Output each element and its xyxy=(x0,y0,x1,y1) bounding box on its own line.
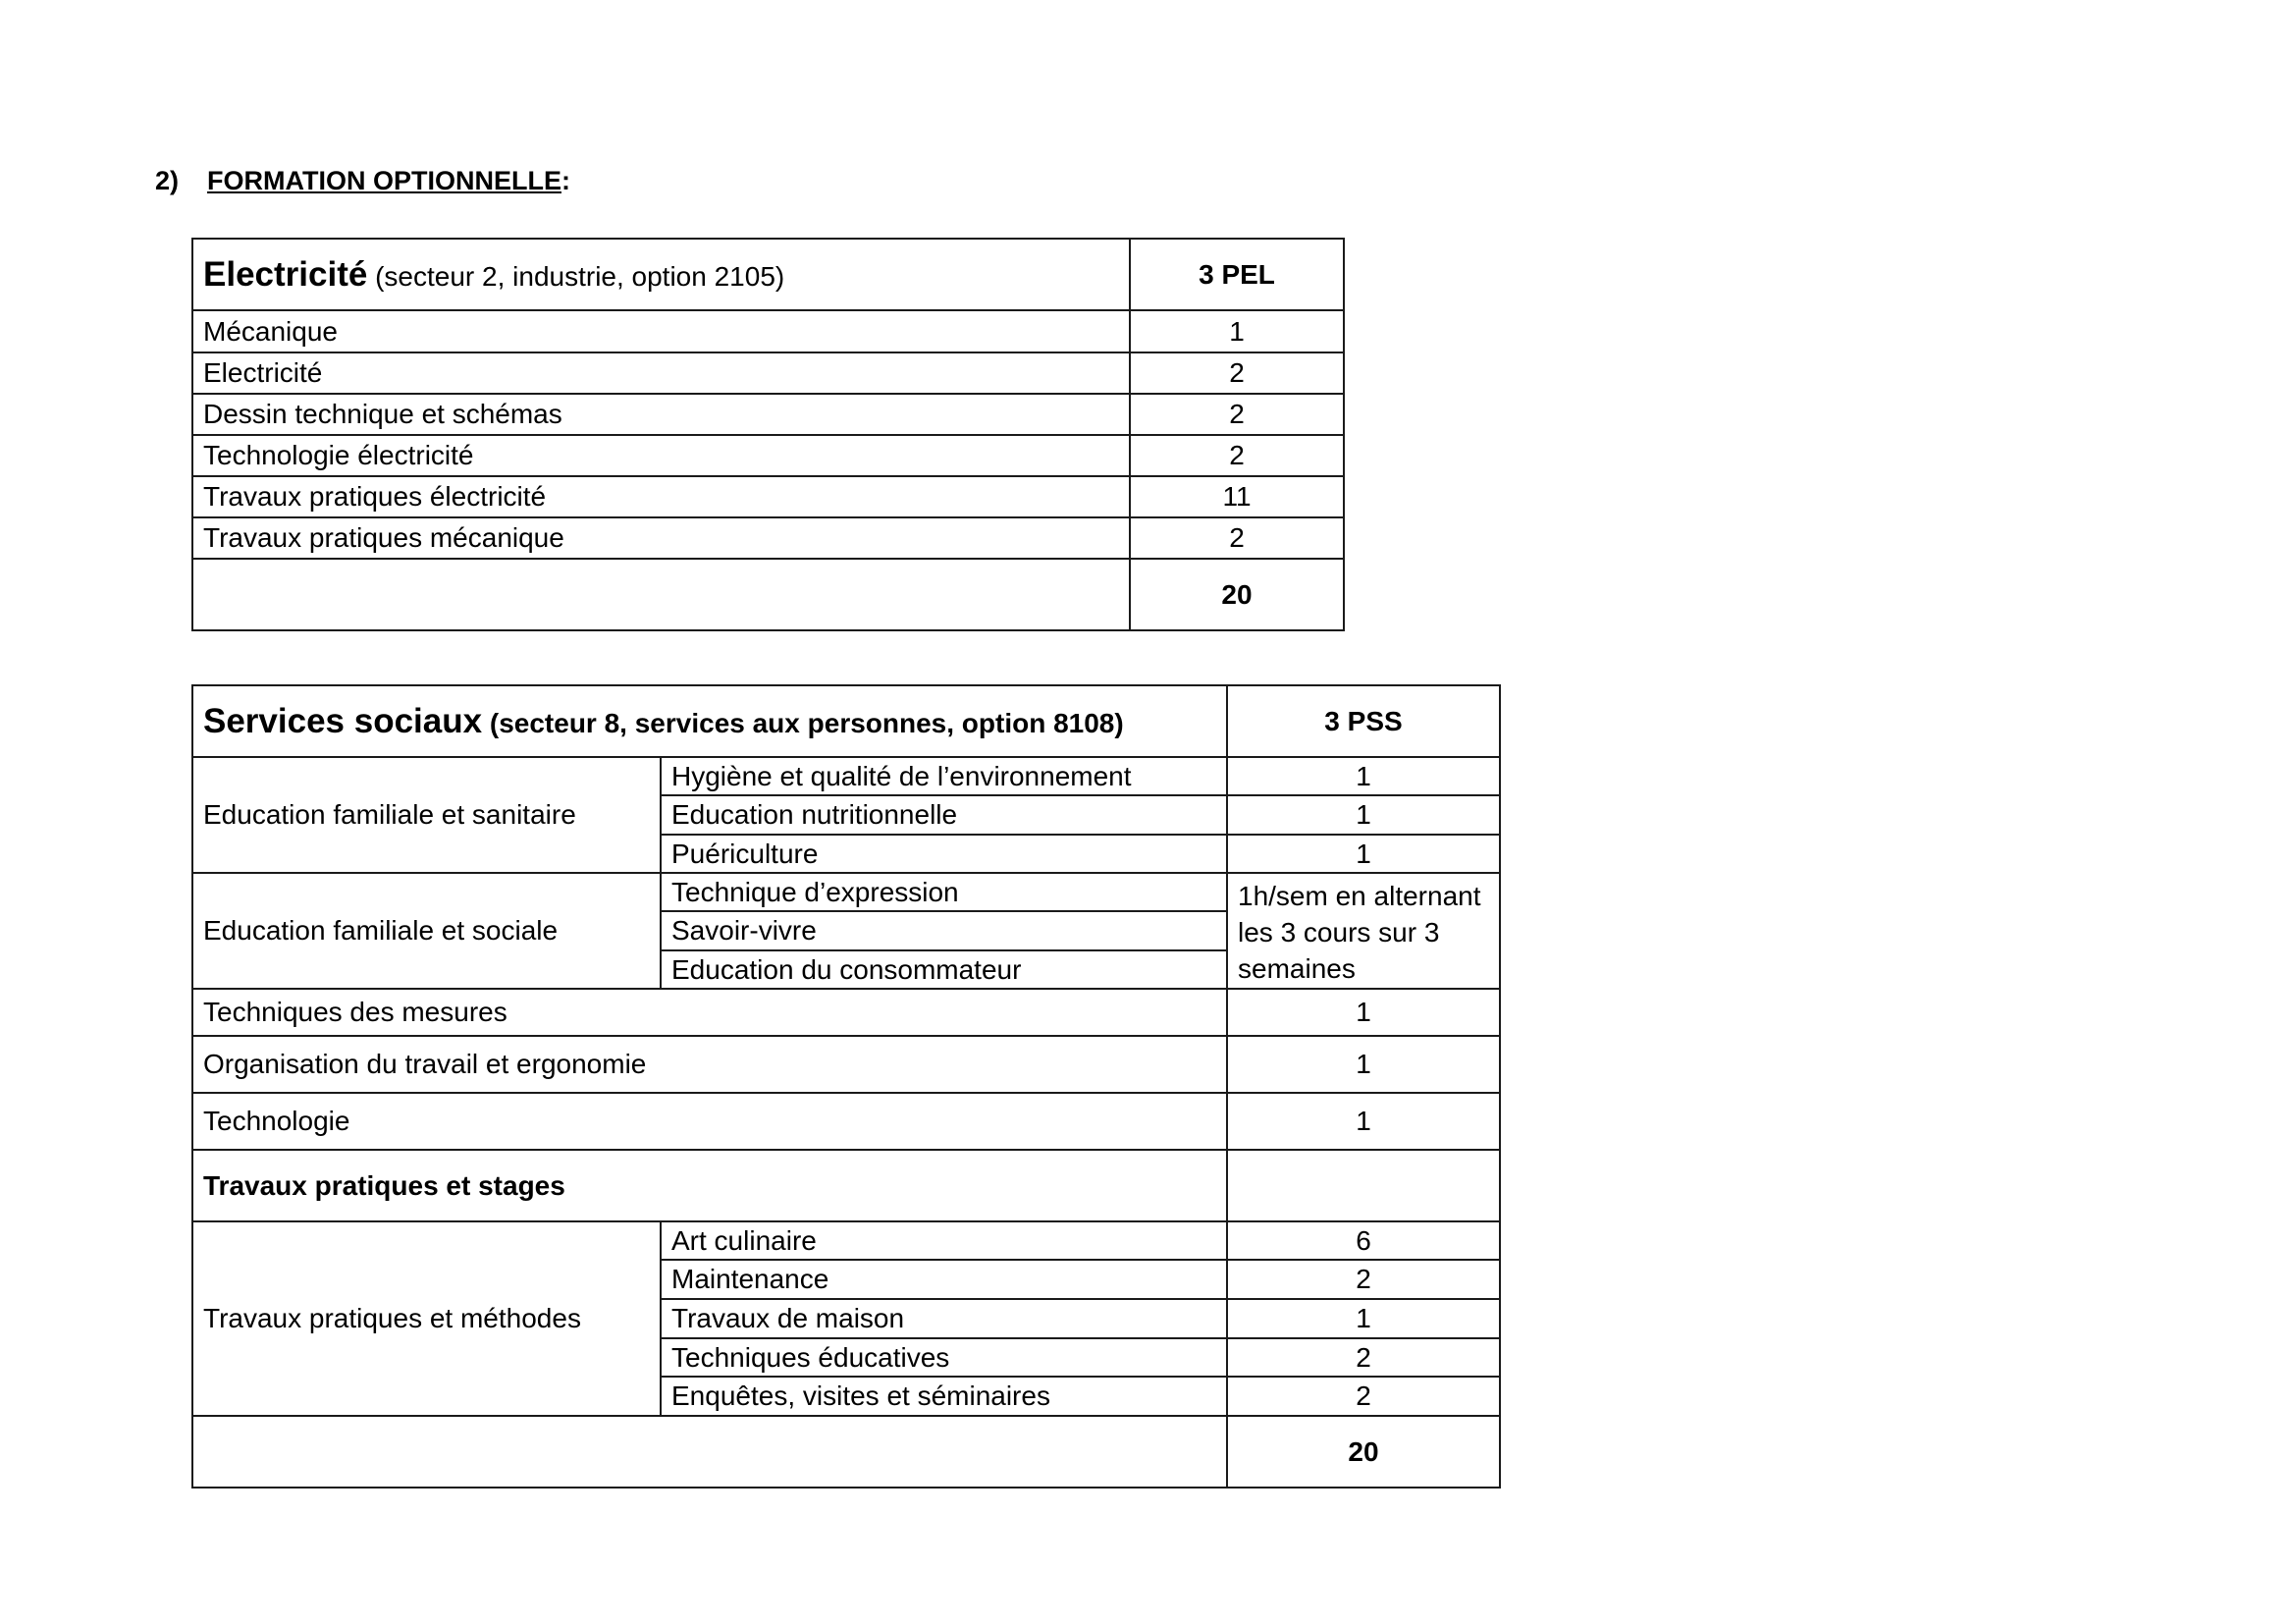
table-row xyxy=(192,394,1344,435)
group-label: Travaux pratiques et méthodes xyxy=(192,1221,661,1416)
table-row xyxy=(192,310,1344,352)
course-label: Travaux de maison xyxy=(661,1299,1227,1338)
table-row xyxy=(192,1093,1500,1150)
course-label: Education du consommateur xyxy=(661,950,1227,989)
course-hours: 2 xyxy=(1130,517,1344,559)
table-row xyxy=(192,757,1500,795)
subsection-label: Travaux pratiques et stages xyxy=(192,1150,1227,1221)
electricite-table xyxy=(191,238,1345,631)
table-row xyxy=(192,989,1500,1036)
course-hours: 1 xyxy=(1227,835,1500,873)
course-label: Technologie xyxy=(192,1093,1227,1150)
course-label: Organisation du travail et ergonomie xyxy=(192,1036,1227,1093)
total-row xyxy=(192,1416,1500,1488)
course-label: Maintenance xyxy=(661,1260,1227,1299)
course-hours: 1 xyxy=(1227,989,1500,1036)
table-row xyxy=(192,476,1344,517)
course-hours: 2 xyxy=(1227,1377,1500,1416)
course-hours: 2 xyxy=(1130,394,1344,435)
subsection-row xyxy=(192,1150,1500,1221)
course-hours: 1 xyxy=(1227,1036,1500,1093)
total-empty-cell xyxy=(192,559,1130,630)
course-hours: 1 xyxy=(1227,1299,1500,1338)
option-title: Services sociaux xyxy=(203,701,483,740)
course-hours: 1 xyxy=(1227,757,1500,795)
group-label: Education familiale et sanitaire xyxy=(192,757,661,873)
course-hours: 2 xyxy=(1130,352,1344,394)
course-label: Techniques éducatives xyxy=(661,1338,1227,1377)
course-hours: 2 xyxy=(1130,435,1344,476)
total-hours: 20 xyxy=(1130,559,1344,630)
option-note: (secteur 2, industrie, option 2105) xyxy=(375,260,785,292)
course-label: Mécanique xyxy=(192,310,1130,352)
course-label: Puériculture xyxy=(661,835,1227,873)
services-sociaux-table xyxy=(191,684,1501,1489)
total-hours: 20 xyxy=(1227,1416,1500,1488)
course-label: Dessin technique et schémas xyxy=(192,394,1130,435)
option-code: 3 PSS xyxy=(1227,685,1500,757)
option-title-cell xyxy=(192,685,1227,757)
table-row xyxy=(192,1036,1500,1093)
table-row xyxy=(192,352,1344,394)
course-label: Electricité xyxy=(192,352,1130,394)
table-row xyxy=(192,873,1500,911)
table-header-row xyxy=(192,685,1500,757)
section-number: 2) xyxy=(155,166,180,195)
course-hours: 1 xyxy=(1227,1093,1500,1150)
course-hours: 6 xyxy=(1227,1221,1500,1260)
total-empty-cell xyxy=(192,1416,1227,1488)
option-title: Electricité xyxy=(203,254,368,294)
course-label: Enquêtes, visites et séminaires xyxy=(661,1377,1227,1416)
section-title-colon: : xyxy=(561,166,570,195)
course-label: Savoir-vivre xyxy=(661,911,1227,950)
course-hours: 2 xyxy=(1227,1260,1500,1299)
course-hours: 11 xyxy=(1130,476,1344,517)
option-note: (secteur 8, services aux personnes, option 8108) xyxy=(489,707,1124,738)
course-label: Travaux pratiques électricité xyxy=(192,476,1130,517)
option-title-cell xyxy=(192,239,1130,310)
course-hours: 2 xyxy=(1227,1338,1500,1377)
course-label: Hygiène et qualité de l’environnement xyxy=(661,757,1227,795)
course-label: Travaux pratiques mécanique xyxy=(192,517,1130,559)
course-label: Technologie électricité xyxy=(192,435,1130,476)
course-hours: 1 xyxy=(1130,310,1344,352)
option-code: 3 PEL xyxy=(1130,239,1344,310)
section-title: FORMATION OPTIONNELLE xyxy=(207,166,561,195)
section-heading xyxy=(155,161,570,200)
course-label: Education nutritionnelle xyxy=(661,795,1227,835)
alternating-hours-note: 1h/sem en alternant les 3 cours sur 3 semaines xyxy=(1227,873,1500,989)
empty-cell xyxy=(1227,1150,1500,1221)
course-label: Technique d’expression xyxy=(661,873,1227,911)
table-row xyxy=(192,517,1344,559)
group-label: Education familiale et sociale xyxy=(192,873,661,989)
total-row xyxy=(192,559,1344,630)
table-header-row xyxy=(192,239,1344,310)
table-row xyxy=(192,1221,1500,1260)
course-label: Art culinaire xyxy=(661,1221,1227,1260)
course-label: Techniques des mesures xyxy=(192,989,1227,1036)
table-row xyxy=(192,435,1344,476)
course-hours: 1 xyxy=(1227,795,1500,835)
